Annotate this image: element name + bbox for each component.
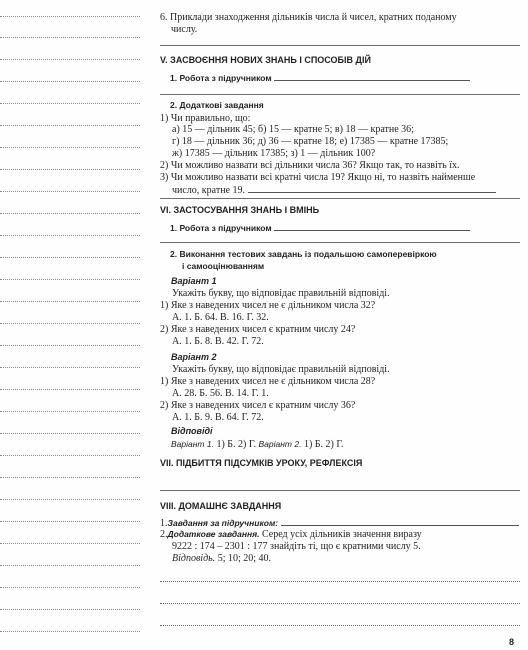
answers-label: Відповіді [171,426,213,436]
divider [160,94,520,95]
section-6-title: VI. ЗАСТОСУВАННЯ ЗНАНЬ І ВМІНЬ [160,205,320,215]
section-8-title: VIII. ДОМАШНЄ ЗАВДАННЯ [160,501,282,511]
variant-2-question-1: 1) Яке з наведених чисел не є дільником числа 28? [160,376,376,387]
lesson-content [160,0,520,650]
answer-blank[interactable] [248,184,496,193]
homework-item-2: 2.Додаткове завдання. Серед усіх дільників значення виразу [160,529,422,540]
answer-blank[interactable] [274,72,470,81]
note-line [0,301,140,302]
variant-2-label: Варіант 2 [171,352,217,362]
note-line [0,565,140,566]
note-line [0,125,140,126]
question-1-items-a: а) 15 — дільник 45; б) 15 — кратне 5; в) 18 — кратне 36; [172,124,414,135]
note-line [160,581,520,582]
note-line [0,191,140,192]
section-5-textbook-work: 1. Робота з підручником [170,72,470,83]
variant-2-question-2-options: А. 1. Б. 9. В. 64. Г. 72. [172,412,264,423]
tests-title-line-1: 2. Виконання тестових завдань із подальшою самоперевіркою [170,249,437,259]
note-line [0,213,140,214]
divider [160,45,520,46]
question-3-cont: число, кратне 19. [172,184,496,196]
note-line [0,169,140,170]
note-line [0,59,140,60]
note-line [0,411,140,412]
variant-2-question-1-options: А. 28. Б. 56. В. 14. Г. 1. [172,388,269,399]
note-line [160,625,520,626]
note-line [0,587,140,588]
item-6-line-2: числу. [171,24,198,35]
note-line [0,147,140,148]
variant-1-question-2-options: А. 1. Б. 8. В. 42. Г. 72. [172,336,264,347]
section-7-title: VII. ПІДБИТТЯ ПІДСУМКІВ УРОКУ, РЕФЛЕКСІЯ [160,458,363,468]
section-5-title: V. ЗАСВОЄННЯ НОВИХ ЗНАНЬ І СПОСОБІВ ДІЙ [160,55,371,65]
question-3: 3) Чи можливо назвати всі кратні числа 19? Якщо ні, то назвіть найменше [160,172,476,183]
divider [160,198,520,199]
note-line [0,279,140,280]
question-2: 2) Чи можливо назвати всі дільники числа 36? Якщо так, то назвіть їх. [160,160,460,171]
page-number: 8 [508,637,514,647]
section-6-textbook-work: 1. Робота з підручником [170,222,470,233]
tests-title-line-2: і самооцінюванням [182,261,265,271]
homework-answer: Відповідь. 5; 10; 20; 40. [172,553,272,564]
note-line [0,543,140,544]
note-line [0,257,140,258]
question-1: 1) Чи правильно, що: [160,113,251,124]
extra-tasks-title: 2. Додаткові завдання [170,100,264,110]
item-6-line-1: 6. Приклади знаходження дільників числа й чисел, кратних поданому [160,12,457,23]
divider [160,490,520,491]
note-line [0,521,140,522]
variant-2-question-2: 2) Яке з наведених чисел є кратним числу 36? [160,400,356,411]
note-line [0,345,140,346]
note-line [0,631,140,632]
note-line [0,499,140,500]
variant-2-instruction: Укажіть букву, що відповідає правильній відповіді. [172,364,390,375]
divider [160,242,520,243]
note-line [0,389,140,390]
note-line [0,455,140,456]
question-1-items-c: ж) 17385 — дільник 17385; з) 1 — дільник 100? [172,148,376,159]
note-line [0,37,140,38]
variant-1-label: Варіант 1 [171,276,217,286]
answer-blank[interactable] [274,222,470,231]
variant-1-question-2: 2) Яке з наведених чисел є кратним числу 24? [160,324,356,335]
note-line [0,235,140,236]
answers-line: Варіант 1. 1) Б. 2) Г. Варіант 2. 1) Б. 2) Г. [171,439,344,450]
variant-1-instruction: Укажіть букву, що відповідає правильній відповіді. [172,288,390,299]
note-line [0,367,140,368]
note-line [0,81,140,82]
variant-1-question-1: 1) Яке з наведених чисел не є дільником числа 32? [160,300,376,311]
note-line [0,323,140,324]
note-line [0,103,140,104]
note-line [160,603,520,604]
note-line [0,16,140,17]
variant-1-question-1-options: А. 1. Б. 64. В. 16. Г. 32. [172,312,269,323]
note-line [0,477,140,478]
answer-blank[interactable] [281,517,519,526]
homework-item-1: 1.Завдання за підручником: [160,517,519,529]
question-1-items-b: г) 18 — дільник 36; д) 36 — кратне 18; е) 17385 — кратне 17385; [172,136,449,147]
note-line [0,609,140,610]
homework-item-2-expression: 9222 : 174 – 2301 : 177 знайдіть ті, що є кратними числу 5. [172,541,421,552]
note-line [0,433,140,434]
